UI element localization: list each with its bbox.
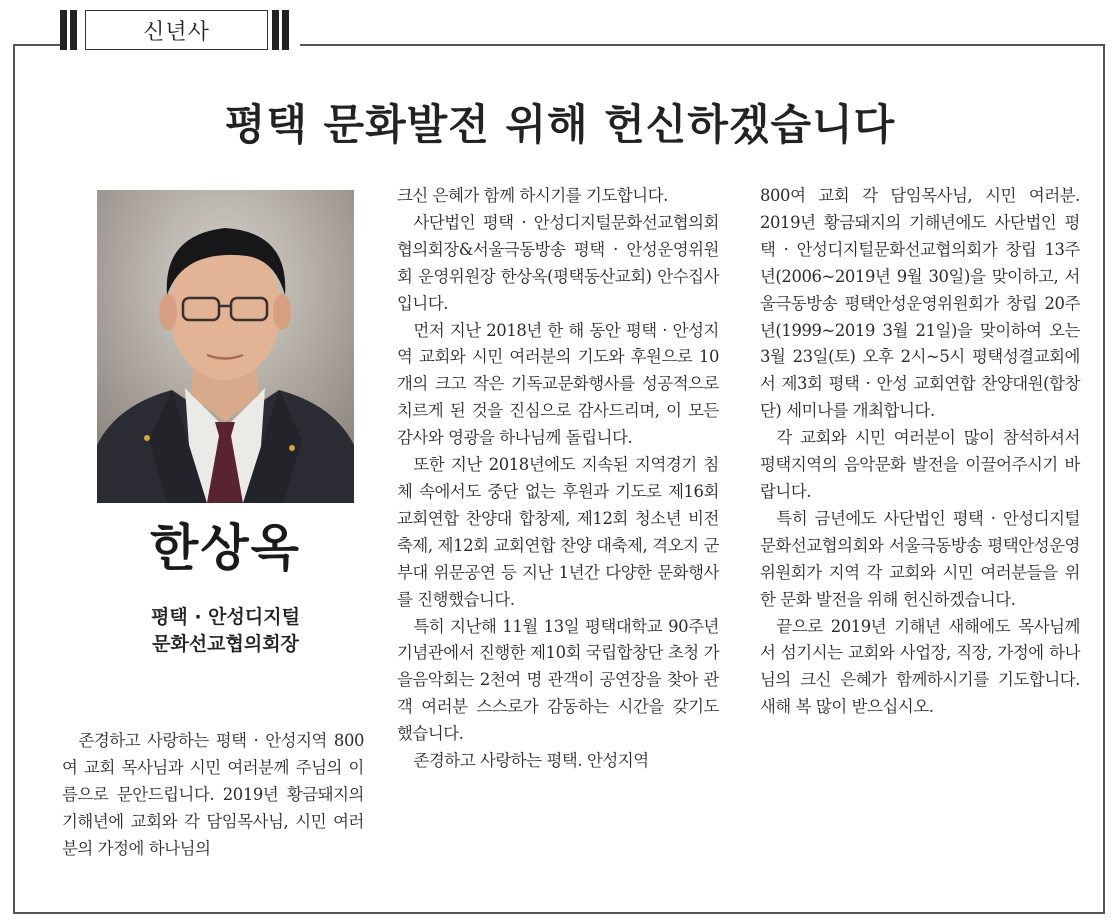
tag-bar-left-2 (70, 10, 77, 50)
tag-bar-right-1 (272, 10, 279, 50)
paragraph: 사단법인 평택 · 안성디지털문화선교협의회 협의회장&서울극동방송 평택 · 안성운영위원회 운영위원장 한상옥(평택동산교회) 안수집사입니다. (397, 212, 719, 313)
paragraph: 존경하고 사랑하는 평택. 안성지역 (413, 751, 649, 771)
person-name: 한상옥 (150, 519, 301, 577)
headline: 평택 문화발전 위해 헌신하겠습니다 (224, 100, 896, 149)
paragraph: 존경하고 사랑하는 평택 · 안성지역 800여 교회 목사님과 시민 여러분께 주님의 이름으로 문안드립니다. 2019년 황금돼지의 기해년에 교회와 각 담임목사님, 시민 여러분의 가정에 하나님의 (62, 731, 364, 858)
paragraph: 끝으로 2019년 기해년 새해에도 목사님께서 섬기시는 교회와 사업장, 직장, 가정에 하나님의 크신 은혜가 함께하시기를 기도합니다. 새해 복 많이 받으십시오. (760, 616, 1080, 717)
section-tag: 신년사 (85, 10, 268, 50)
column-3 (760, 183, 1080, 721)
paragraph: 각 교회와 시민 여러분이 많이 참석하셔서 평택지역의 음악문화 발전을 이끌어주시기 바랍니다. (760, 428, 1080, 501)
paragraph: 크신 은혜가 함께 하시기를 기도합니다. (397, 186, 668, 205)
tag-bar-right-2 (282, 10, 289, 50)
paragraph: 또한 지난 2018년에도 지속된 지역경기 침체 속에서도 중단 없는 후원과 기도로 제16회 교회연합 찬양대 합창제, 제12회 청소년 비전축제, 제12회 교회연합 찬양 대축제, 격오지 군부대 위문공연 등 지난 1년간 다양한 문화행사를 진행했습니다. (397, 455, 719, 609)
portrait-illustration (97, 190, 354, 503)
paragraph: 특히 금년에도 사단법인 평택 · 안성디지털문화선교협의회와 서울극동방송 평택안성운영위원회가 지역 각 교회와 시민 여러분들을 위한 문화 발전을 위해 헌신하겠습니다. (760, 508, 1080, 609)
paragraph: 특히 지난해 11월 13일 평택대학교 90주년기념관에서 진행한 제10회 국립합창단 초청 가을음악회는 2천여 명 관객이 공연장을 찾아 관객 여러분 스스로가 감동하는 시간을 갖기도 했습니다. (397, 616, 719, 744)
tag-bar-left-1 (60, 10, 67, 50)
column-2 (397, 183, 719, 775)
person-title (97, 604, 354, 658)
section-tag-group (60, 10, 300, 52)
person-title-line1: 평택 · 안성디지털 (151, 606, 300, 628)
portrait-photo (97, 190, 354, 503)
paragraph: 800여 교회 각 담임목사님, 시민 여러분. 2019년 황금돼지의 기해년에도 사단법인 평택 · 안성디지털문화선교협의회가 창립 13주년(2006~2019년 9월 30일)을 맞이하고, 서울극동방송 평택안성운영위원회가 창립 20주년(1999~2019 3월 21일)을 맞이하여 오는 3월 23일(토) 오후 2시~5시 평택성결교회에서 제3회 평택 · 안성 교회연합 찬양대원(합창단) 세미나를 개최합니다. (760, 186, 1080, 421)
column-1 (62, 728, 364, 863)
person-title-line2: 문화선교협의회장 (152, 633, 299, 655)
paragraph: 먼저 지난 2018년 한 해 동안 평택 · 안성지역 교회와 시민 여러분의 기도와 후원으로 10개의 크고 작은 기독교문화행사를 성공적으로 치르게 된 것을 진심으로 감사드리며, 이 모든 감사와 영광을 하나님께 돌립니다. (397, 320, 719, 448)
